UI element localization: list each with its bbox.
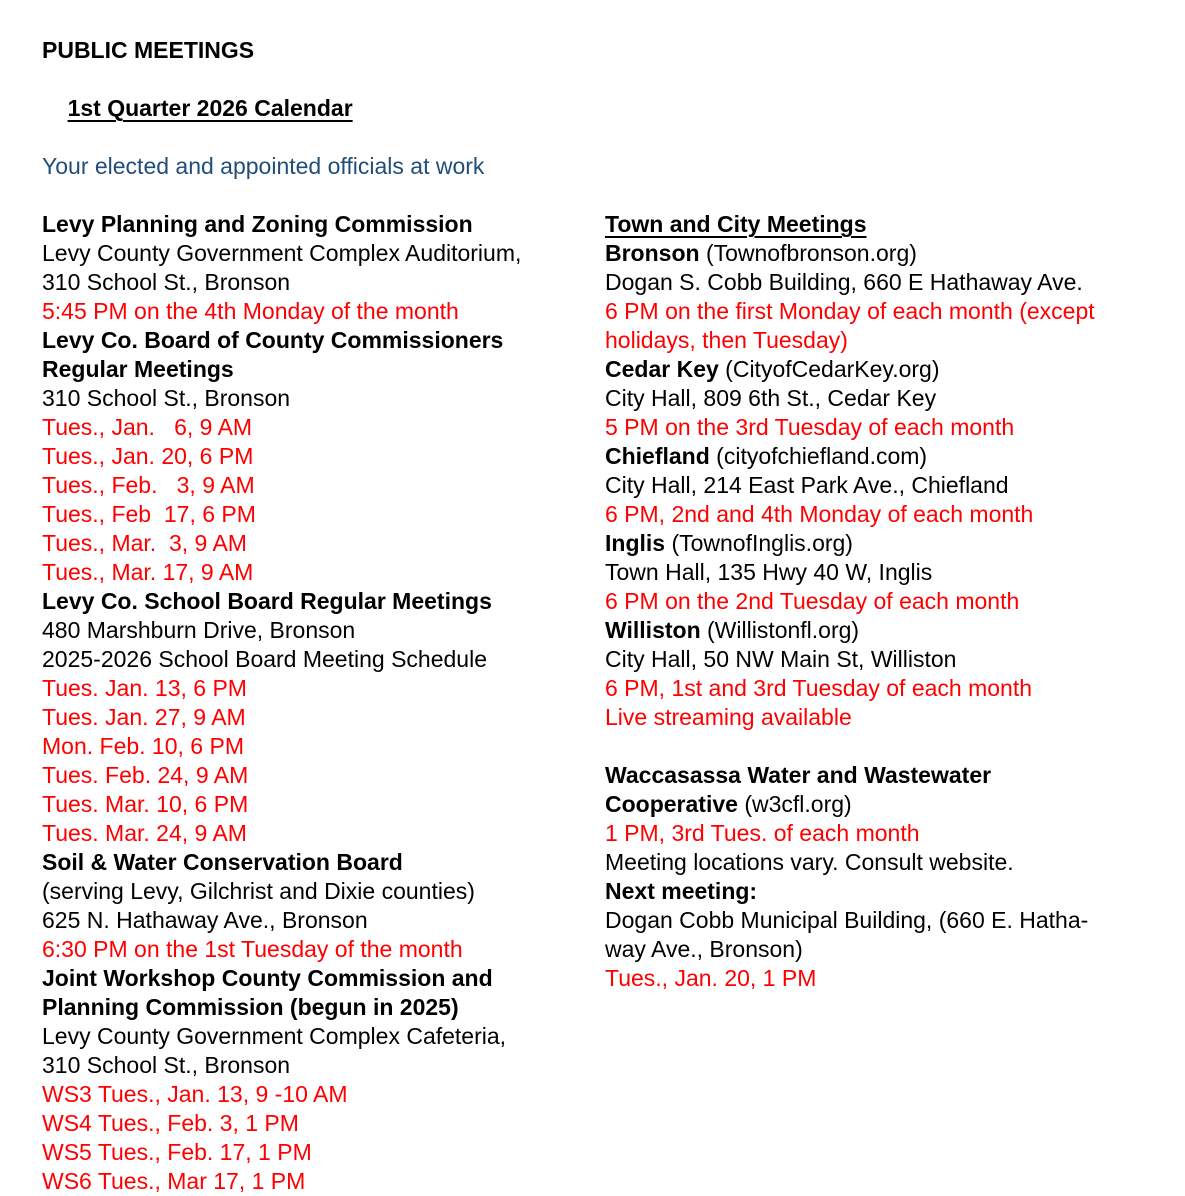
text-line <box>42 1051 605 1080</box>
text-line <box>42 964 605 993</box>
body-text: holidays, then Tuesday) <box>605 327 848 353</box>
body-text: Tues., Jan. 20, 6 PM <box>42 443 254 469</box>
text-line <box>42 645 605 674</box>
text-line <box>42 1138 605 1167</box>
body-text: Dogan Cobb Municipal Building, (660 E. Hatha- <box>605 907 1089 933</box>
text-line <box>605 442 1175 471</box>
body-text: 310 School St., Bronson <box>42 1052 291 1078</box>
text-line <box>42 1109 605 1138</box>
text-line <box>605 964 1175 993</box>
body-text: WS4 Tues., Feb. 3, 1 PM <box>42 1110 299 1136</box>
text-line <box>605 413 1175 442</box>
page-title: PUBLIC MEETINGS <box>42 37 255 63</box>
text-line <box>605 384 1175 413</box>
text-line <box>42 877 605 906</box>
text-line <box>605 268 1175 297</box>
body-text: Town Hall, 135 Hwy 40 W, Inglis <box>605 559 933 585</box>
column-left <box>42 210 605 1196</box>
body-text: Live streaming available <box>605 704 852 730</box>
text-line <box>42 442 605 471</box>
body-text: Tues. Mar. 10, 6 PM <box>42 791 249 817</box>
text-line <box>42 906 605 935</box>
text-line <box>42 761 605 790</box>
body-text: 625 N. Hathaway Ave., Bronson <box>42 907 368 933</box>
body-text: (TownofInglis.org) <box>665 530 853 556</box>
text-line <box>605 558 1175 587</box>
text-line <box>605 210 1175 239</box>
text-line <box>42 1080 605 1109</box>
text-line <box>605 471 1175 500</box>
body-text: 480 Marshburn Drive, Bronson <box>42 617 356 643</box>
text-line <box>42 1022 605 1051</box>
page-subtitle: 1st Quarter 2026 Calendar <box>67 95 353 121</box>
text-line <box>605 326 1175 355</box>
heading-text: Levy Co. School Board Regular Meetings <box>42 588 492 614</box>
body-text: Mon. Feb. 10, 6 PM <box>42 733 244 759</box>
text-line <box>42 210 605 239</box>
body-text: 1 PM, 3rd Tues. of each month <box>605 820 920 846</box>
text-line <box>605 906 1175 935</box>
body-text: WS5 Tues., Feb. 17, 1 PM <box>42 1139 312 1165</box>
text-line <box>42 993 605 1022</box>
column-right <box>605 210 1175 993</box>
text-line <box>605 500 1175 529</box>
body-text: (Willistonfl.org) <box>700 617 860 643</box>
body-text: (cityofchiefland.com) <box>709 443 928 469</box>
body-text: Meeting locations vary. Consult website. <box>605 849 1014 875</box>
text-line <box>42 355 605 384</box>
body-text: 5 PM on the 3rd Tuesday of each month <box>605 414 1015 440</box>
text-line <box>42 819 605 848</box>
text-line <box>605 616 1175 645</box>
text-line <box>42 587 605 616</box>
body-text: Tues. Feb. 24, 9 AM <box>42 762 249 788</box>
body-text: 310 School St., Bronson <box>42 385 291 411</box>
heading-text: Joint Workshop County Commission and <box>42 965 493 991</box>
body-text: (serving Levy, Gilchrist and Dixie counties) <box>42 878 475 904</box>
body-text: Tues. Jan. 13, 6 PM <box>42 675 247 701</box>
body-text: (w3cfl.org) <box>737 791 852 817</box>
text-line <box>42 790 605 819</box>
text-line <box>42 674 605 703</box>
text-line <box>605 239 1175 268</box>
body-text: 2025-2026 School Board Meeting Schedule <box>42 646 487 672</box>
text-line <box>42 413 605 442</box>
body-text: 310 School St., Bronson <box>42 269 291 295</box>
text-line <box>42 616 605 645</box>
heading-text: Cedar Key <box>605 356 719 382</box>
body-text: way Ave., Bronson) <box>605 936 803 962</box>
body-text: Tues., Mar. 3, 9 AM <box>42 530 247 556</box>
body-text: Dogan S. Cobb Building, 660 E Hathaway Ave. <box>605 269 1083 295</box>
text-line <box>605 297 1175 326</box>
text-line <box>42 471 605 500</box>
text-line <box>42 529 605 558</box>
body-text: 6:30 PM on the 1st Tuesday of the month <box>42 936 463 962</box>
body-text: Tues. Mar. 24, 9 AM <box>42 820 247 846</box>
text-line <box>605 819 1175 848</box>
text-line <box>42 732 605 761</box>
body-text: WS3 Tues., Jan. 13, 9 -10 AM <box>42 1081 348 1107</box>
body-text: Tues., Feb 17, 6 PM <box>42 501 256 527</box>
heading-text: Planning Commission (begun in 2025) <box>42 994 459 1020</box>
body-text: Tues., Mar. 17, 9 AM <box>42 559 254 585</box>
heading-text: Waccasassa Water and Wastewater <box>605 762 992 788</box>
heading-text: Cooperative <box>605 791 738 817</box>
body-text: 6 PM, 2nd and 4th Monday of each month <box>605 501 1034 527</box>
text-line <box>605 848 1175 877</box>
body-text: Tues., Jan. 6, 9 AM <box>42 414 253 440</box>
text-line <box>42 384 605 413</box>
text-line <box>42 703 605 732</box>
text-line <box>605 529 1175 558</box>
body-text: (Townofbronson.org) <box>699 240 917 266</box>
text-line <box>605 935 1175 964</box>
text-line <box>605 355 1175 384</box>
body-text: Tues., Feb. 3, 9 AM <box>42 472 255 498</box>
body-text: 6 PM, 1st and 3rd Tuesday of each month <box>605 675 1033 701</box>
columns-container <box>42 210 1175 1196</box>
body-text: Levy County Government Complex Auditorium, <box>42 240 522 266</box>
text-line <box>42 239 605 268</box>
text-line <box>605 587 1175 616</box>
text-line <box>42 268 605 297</box>
body-text: WS6 Tues., Mar 17, 1 PM <box>42 1168 306 1194</box>
heading-text: Regular Meetings <box>42 356 234 382</box>
blank-line <box>605 732 1175 761</box>
text-line <box>605 674 1175 703</box>
text-line <box>605 703 1175 732</box>
body-text: City Hall, 214 East Park Ave., Chiefland <box>605 472 1009 498</box>
body-text: Tues., Jan. 20, 1 PM <box>605 965 817 991</box>
heading-text: Soil & Water Conservation Board <box>42 849 403 875</box>
text-line <box>42 297 605 326</box>
body-text: City Hall, 50 NW Main St, Williston <box>605 646 957 672</box>
body-text: Levy County Government Complex Cafeteria, <box>42 1023 507 1049</box>
heading-text: Inglis <box>605 530 666 556</box>
heading-text: Town and City Meetings <box>605 211 867 237</box>
text-line <box>42 500 605 529</box>
body-text: Tues. Jan. 27, 9 AM <box>42 704 246 730</box>
text-line <box>42 558 605 587</box>
text-line <box>605 790 1175 819</box>
body-text: 6 PM on the 2nd Tuesday of each month <box>605 588 1020 614</box>
heading-text: Next meeting: <box>605 878 758 904</box>
body-text: 5:45 PM on the 4th Monday of the month <box>42 298 459 324</box>
heading-text: Levy Planning and Zoning Commission <box>42 211 473 237</box>
heading-text: Williston <box>605 617 701 643</box>
heading-text: Bronson <box>605 240 700 266</box>
page-tagline: Your elected and appointed officials at work <box>42 153 485 179</box>
heading-text: Levy Co. Board of County Commissioners <box>42 327 504 353</box>
body-text: (CityofCedarKey.org) <box>718 356 940 382</box>
heading-text: Chiefland <box>605 443 710 469</box>
body-text: 6 PM on the first Monday of each month (except <box>605 298 1095 324</box>
text-line <box>605 877 1175 906</box>
text-line <box>42 326 605 355</box>
text-line <box>605 761 1175 790</box>
text-line <box>605 645 1175 674</box>
text-line <box>42 848 605 877</box>
body-text: City Hall, 809 6th St., Cedar Key <box>605 385 937 411</box>
text-line <box>42 935 605 964</box>
text-line <box>42 1167 605 1196</box>
